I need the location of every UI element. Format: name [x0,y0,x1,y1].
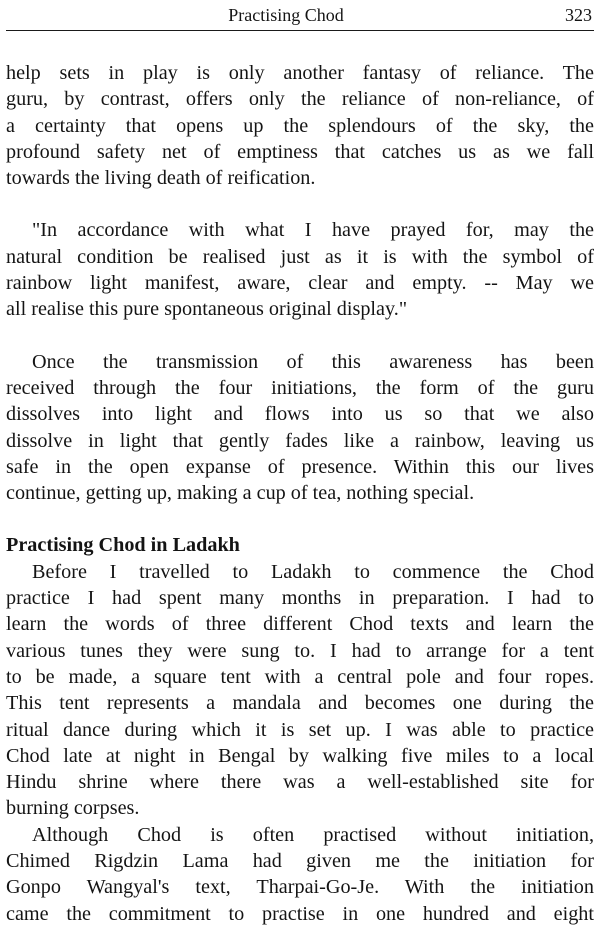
text-line: burning corpses. [6,797,140,820]
text-line: learn the words of three different Chod texts and learn the [6,613,594,636]
text-line: Once the transmission of this awareness has been [32,350,594,373]
text-line: Hindu shrine where there was a well-established site for [6,771,594,794]
text-line: ritual dance during which it is set up. I was able to practice [6,718,594,741]
text-line: This tent represents a mandala and becomes one during the [6,692,594,715]
text-line: a certainty that opens up the splendours of the sky, the [6,114,594,137]
text-line: towards the living death of reification. [6,167,316,190]
text-line: "In accordance with what I have prayed for, may the [32,219,594,242]
text-line: safe in the open expanse of presence. Within this our lives [6,455,594,478]
text-line: continue, getting up, making a cup of tea, nothing special. [6,482,475,505]
text-line: dissolve in light that gently fades like a rainbow, leaving us [6,429,594,452]
paragraph-continued [6,60,594,191]
text-line: all realise this pure spontaneous original display." [6,298,408,321]
paragraph [6,349,594,507]
paragraph-quotation [6,217,594,322]
text-line: various tunes they were sung to. I had to arrange for a tent [6,639,594,662]
text-line: Chod late at night in Bengal by walking five miles to a local [6,744,594,767]
text-line: practice I had spent many months in preparation. I had to [6,587,594,610]
text-line: help sets in play is only another fantasy of reliance. The [6,62,594,84]
text-line: rainbow light manifest, aware, clear and empty. -- May we [6,272,594,295]
running-header [6,2,594,31]
text-line: dissolves into light and flows into us so that we also [6,403,594,426]
paragraph [6,559,594,822]
text-line: profound safety net of emptiness that catches us as we fall [6,140,594,163]
text-line: received through the four initiations, the form of the guru [6,376,594,399]
body-text [6,60,594,927]
text-line: guru, by contrast, offers only the reliance of non-reliance, of [6,88,594,111]
page-number: 323 [565,5,592,25]
text-line: Gonpo Wangyal's text, Tharpai-Go-Je. With the initiation [6,876,594,899]
section-heading: Practising Chod in Ladakh [6,534,240,557]
text-line: to be made, a square tent with a central pole and four ropes. [6,665,594,688]
running-title: Practising Chod [228,5,344,25]
text-line: Although Chod is often practised without initiation, [32,823,594,846]
paragraph [6,822,594,927]
text-line: came the commitment to practise in one hundred and eight [6,902,594,925]
text-line: Chimed Rigdzin Lama had given me the initiation for [6,850,594,873]
text-line: Before I travelled to Ladakh to commence the Chod [32,560,594,583]
text-line: natural condition be realised just as it is with the symbol of [6,245,594,268]
